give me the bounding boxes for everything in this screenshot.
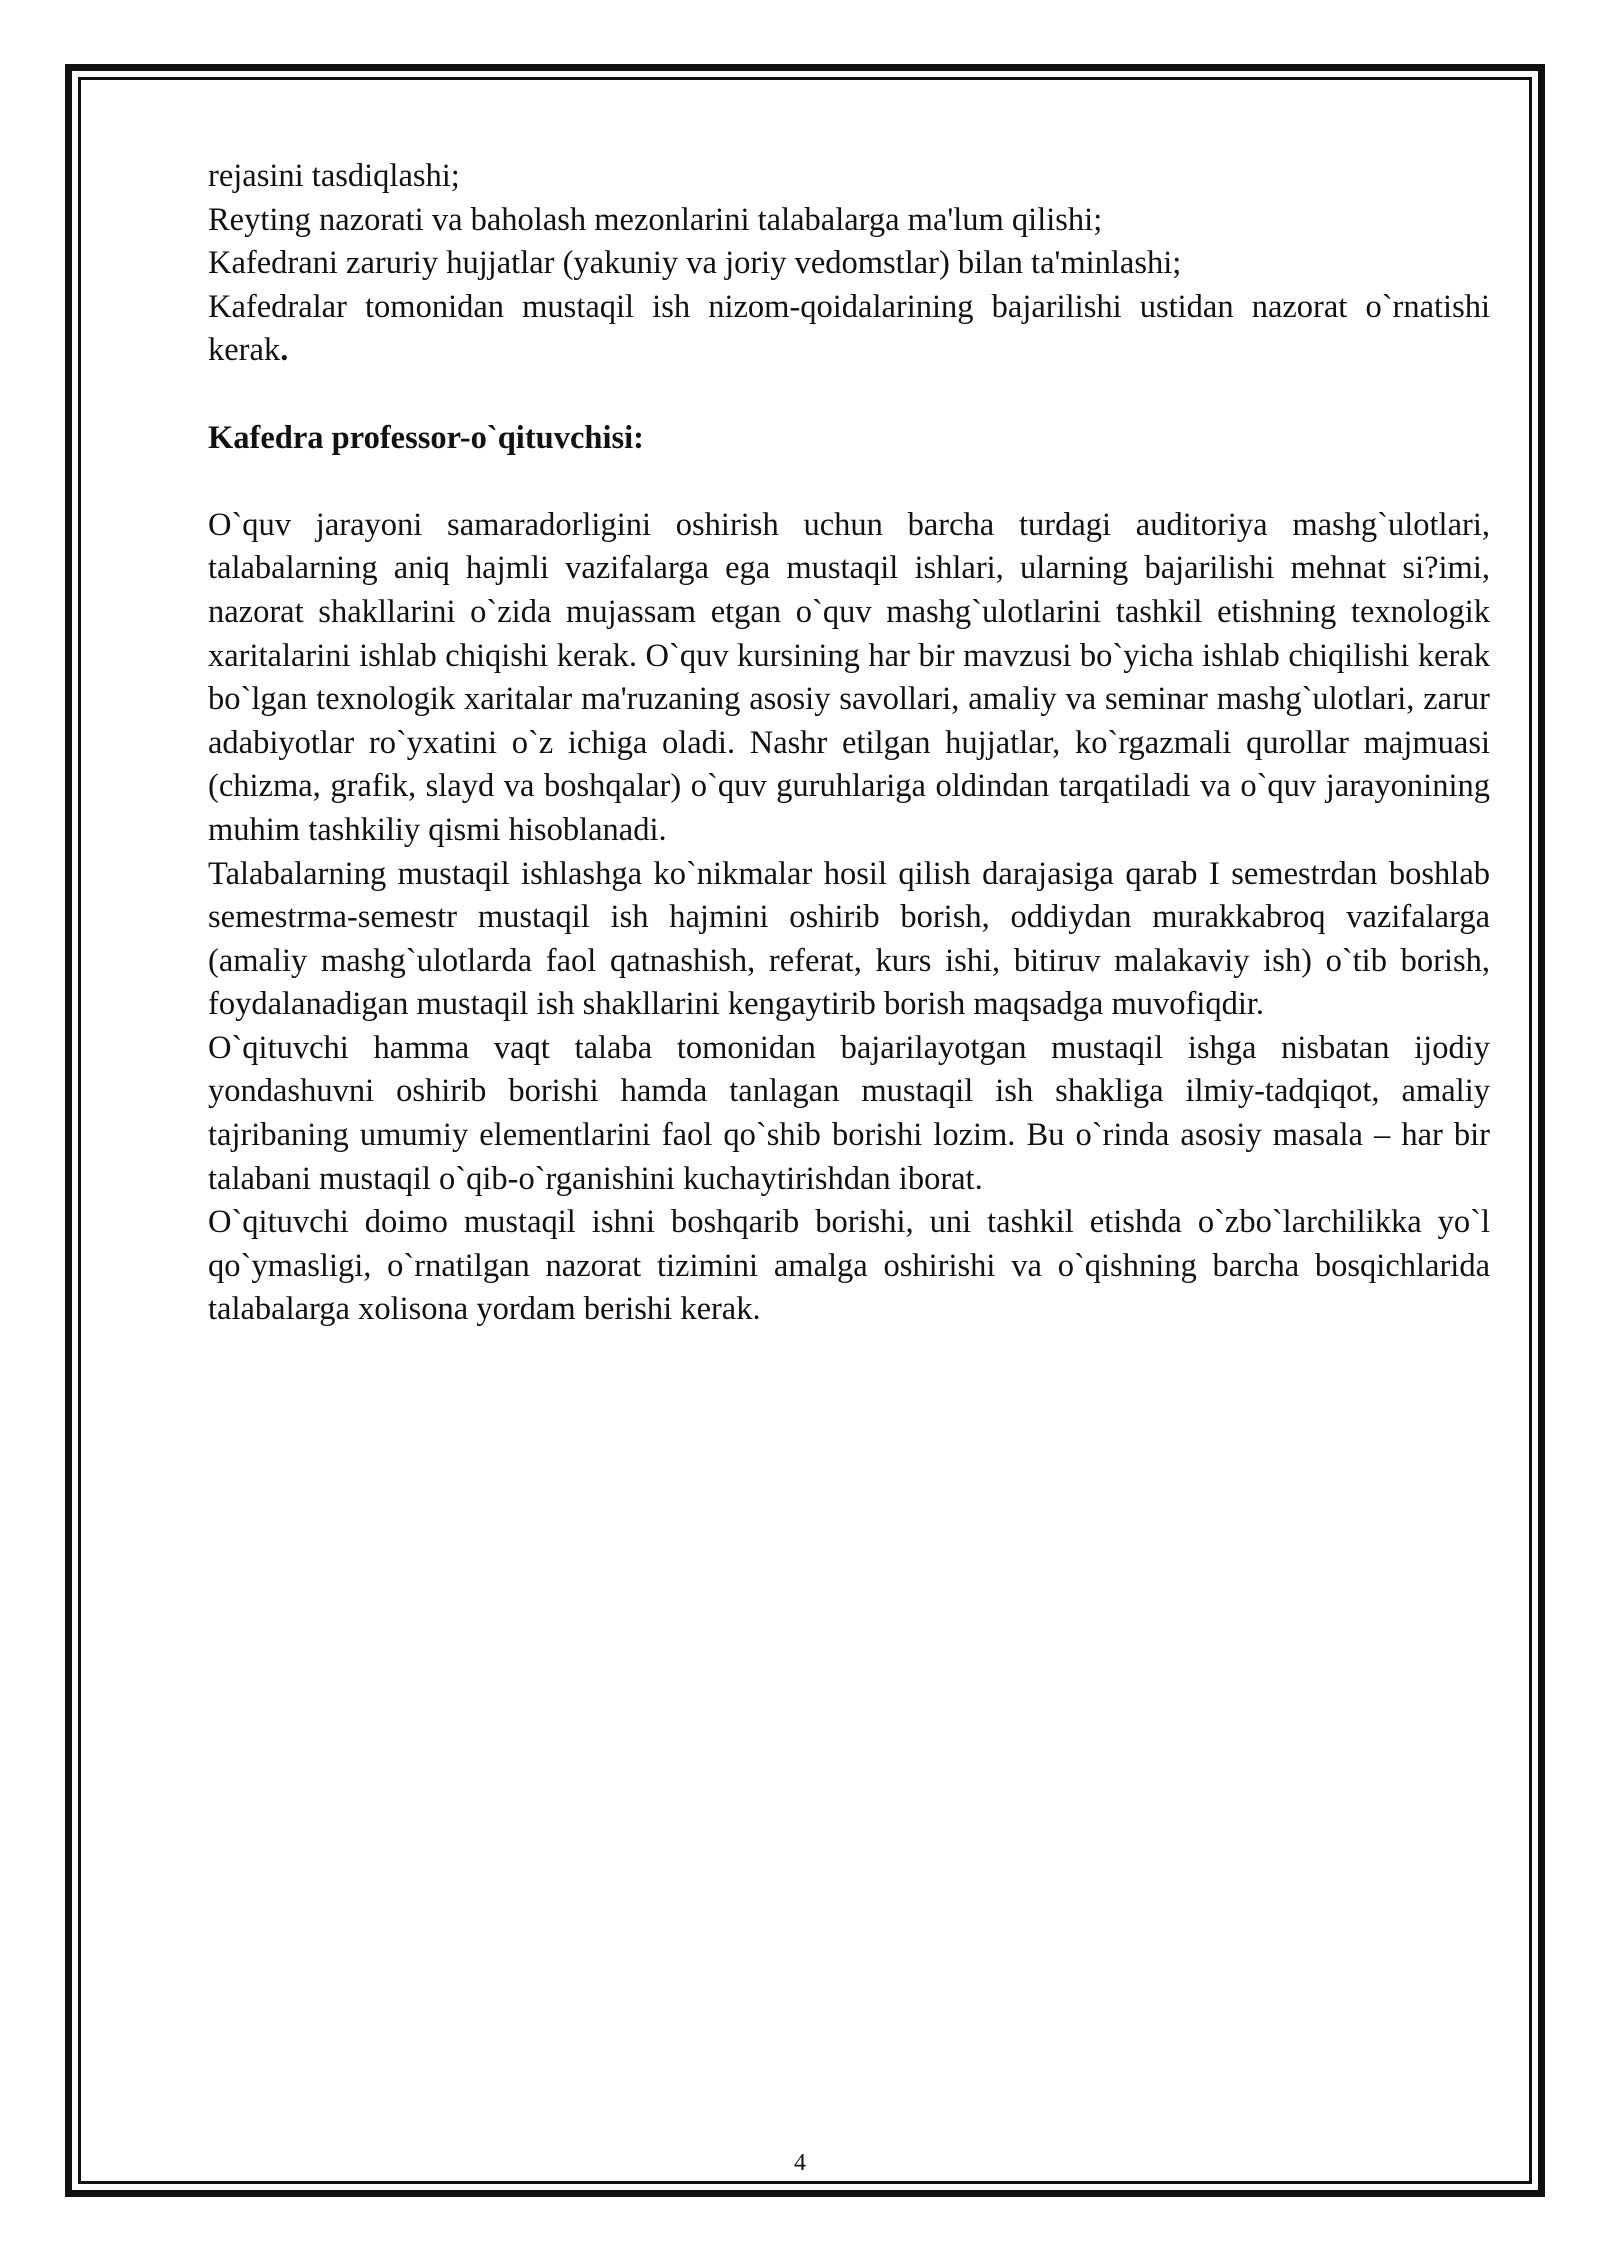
- page-content: [208, 155, 1490, 1332]
- section-heading: Kafedra professor-o`qituvchisi:: [208, 419, 645, 456]
- intro-last-text: Kafedralar tomonidan mustaqil ish nizom-qoidalarining bajarilishi ustidan nazorat o`rnatishi kerak: [208, 288, 1490, 369]
- intro-line: Kafedrani zaruriy hujjatlar (yakuniy va joriy vedomstlar) bilan ta'minlashi;: [208, 245, 1182, 282]
- body-paragraph: O`qituvchi doimo mustaqil ishni boshqarib borishi, uni tashkil etishda o`zbo`larchilikka yo`l qo`ymasligi, o`rnatilgan nazorat tizimini amalga oshirishi va o`qishning barcha bosqichlarida talabalarga xolisona yordam berishi kerak.: [208, 1204, 1490, 1328]
- intro-line: Reyting nazorati va baholash mezonlarini talabalarga ma'lum qilishi;: [208, 201, 1103, 238]
- page-number: 4: [794, 2150, 806, 2176]
- intro-line: rejasini tasdiqlashi;: [208, 158, 460, 194]
- body-paragraph: O`qituvchi hamma vaqt talaba tomonidan bajarilayotgan mustaqil ishga nisbatan ijodiy yondashuvni oshirib borishi hamda tanlagan mustaqil ish shakliga ilmiy-tadqiqot, amaliy tajribaning umumiy elementlarini faol qo`shib borishi lozim. Bu o`rinda asosiy masala – har bir talabani mustaqil o`qib-o`rganishini kuchaytirishdan iborat.: [208, 1029, 1490, 1197]
- intro-last-paragraph: [208, 286, 1490, 373]
- intro-last-period: .: [280, 332, 289, 369]
- body-paragraph: Talabalarning mustaqil ishlashga ko`nikmalar hosil qilish darajasiga qarab I semestrdan boshlab semestrma-semestr mustaqil ish hajmini oshirib borish, oddiydan murakkabroq vazifalarga (amaliy mashg`ulotlarda faol qatnashish, referat, kurs ishi, bitiruv malakaviy ish) o`tib borish, foydalanadigan mustaqil ish shakllarini kengaytirib borish maqsadga muvofiqdir.: [208, 855, 1490, 1023]
- body-paragraph: O`quv jarayoni samaradorligini oshirish uchun barcha turdagi auditoriya mashg`ulotlari, talabalarning aniq hajmli vazifalarga ega mustaqil ishlari, ularning bajarilishi mehnat si?imi, nazorat shakllarini o`zida mujassam etgan o`quv mashg`ulotlarini tashkil etishning texnologik xaritalarini ishlab chiqishi kerak. O`quv kursining har bir mavzusi bo`yicha ishlab chiqilishi kerak bo`lgan texnologik xaritalar ma'ruzaning asosiy savollari, amaliy va seminar mashg`ulotlari, zarur adabiyotlar ro`yxatini o`z ichiga oladi. Nashr etilgan hujjatlar, ko`rgazmali qurollar majmuasi (chizma, grafik, slayd va boshqalar) o`quv guruhlariga oldindan tarqatiladi va o`quv jarayonining muhim tashkiliy qismi hisoblanadi.: [208, 506, 1490, 848]
